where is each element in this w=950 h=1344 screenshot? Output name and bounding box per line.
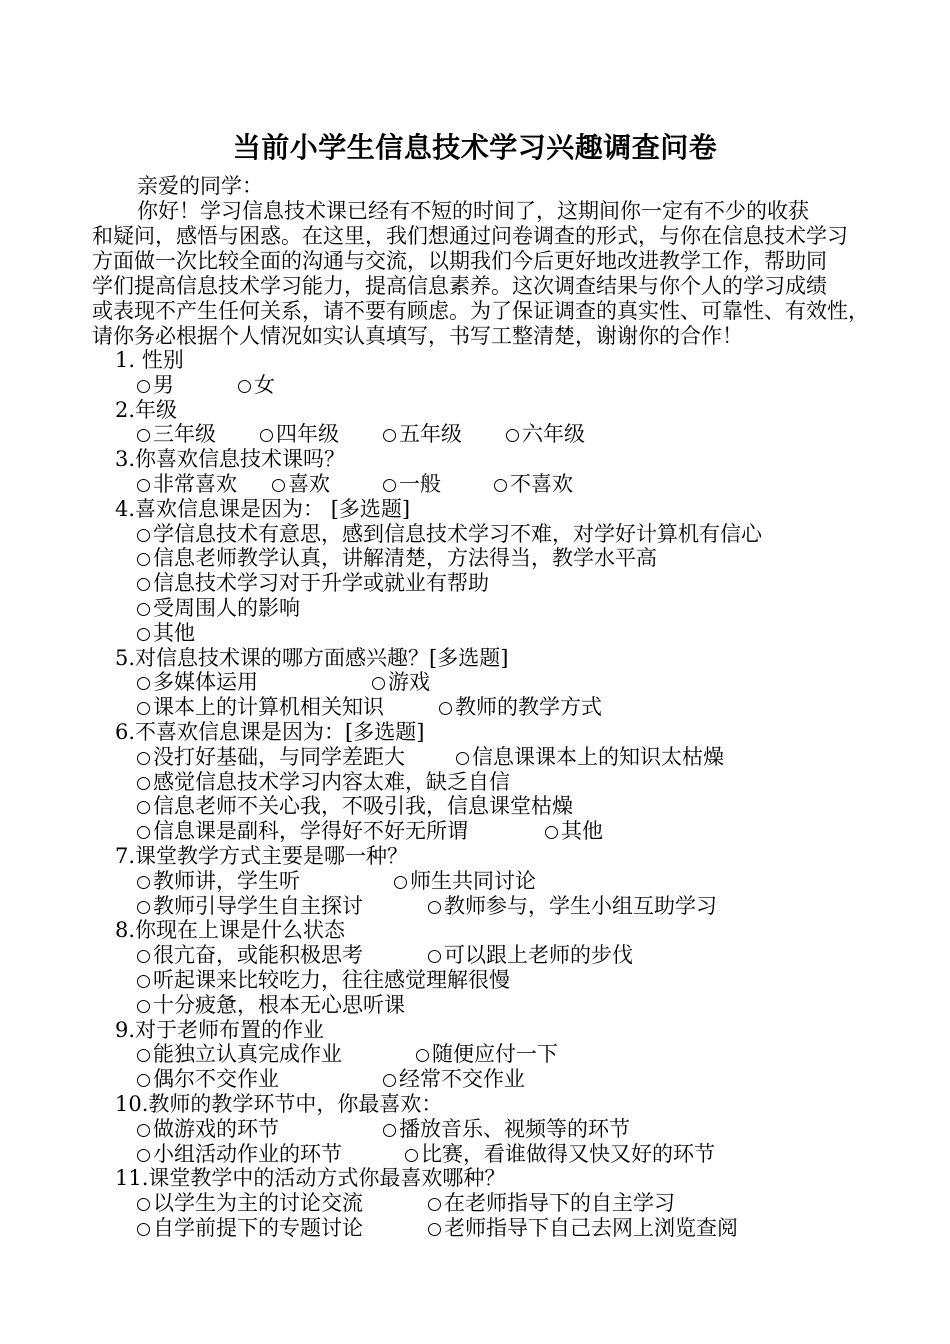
option-label: 课本上的计算机相关知识	[153, 695, 384, 720]
question-title: 8.你现在上课是什么状态	[115, 918, 346, 943]
option-label: 六年级	[522, 422, 585, 447]
option-label: 信息技术学习对于升学或就业有帮助	[153, 571, 489, 596]
radio-circle-icon[interactable]	[137, 1074, 150, 1087]
option-label: 老师指导下自己去网上浏览查阅	[444, 1215, 738, 1240]
radio-circle-icon[interactable]	[238, 380, 251, 393]
radio-circle-icon[interactable]	[137, 677, 150, 690]
answer-option[interactable]	[383, 1117, 630, 1142]
radio-circle-icon[interactable]	[137, 1198, 150, 1211]
radio-circle-icon[interactable]	[137, 1124, 150, 1137]
option-label: 女	[254, 372, 275, 397]
answer-option[interactable]	[137, 993, 405, 1018]
option-label: 随便应付一下	[432, 1042, 558, 1067]
radio-circle-icon[interactable]	[416, 1049, 429, 1062]
radio-circle-icon[interactable]	[439, 702, 452, 715]
option-row	[0, 422, 950, 447]
answer-option[interactable]	[137, 770, 510, 795]
question-title: 5.对信息技术课的哪方面感兴趣？[多选题]	[115, 645, 509, 670]
answer-option[interactable]	[137, 819, 468, 844]
option-row	[0, 819, 950, 844]
answer-option[interactable]	[137, 571, 489, 596]
radio-circle-icon[interactable]	[545, 826, 558, 839]
answer-option[interactable]	[137, 422, 216, 447]
answer-option[interactable]	[428, 894, 717, 919]
option-label: 其他	[561, 819, 603, 844]
radio-circle-icon[interactable]	[137, 603, 150, 616]
answer-option[interactable]	[137, 670, 258, 695]
radio-circle-icon[interactable]	[137, 950, 150, 963]
option-row	[0, 596, 950, 621]
option-row	[0, 894, 950, 919]
option-label: 没打好基础，与同学差距大	[153, 744, 405, 769]
option-label: 很亢奋，或能积极思考	[153, 943, 363, 968]
option-label: 能独立认真完成作业	[153, 1042, 342, 1067]
answer-option[interactable]	[372, 670, 430, 695]
question-title: 4.喜欢信息课是因为： [多选题]	[115, 496, 411, 521]
answer-option[interactable]	[238, 373, 275, 398]
option-label: 感觉信息技术学习内容太难，缺乏自信	[153, 769, 510, 794]
radio-circle-icon[interactable]	[137, 777, 150, 790]
radio-circle-icon[interactable]	[428, 1223, 441, 1236]
option-label: 四年级	[276, 422, 339, 447]
answer-option[interactable]	[137, 1042, 342, 1067]
intro-paragraph	[92, 199, 869, 349]
answer-option[interactable]	[137, 522, 762, 547]
question-5	[0, 646, 950, 720]
option-label: 做游戏的环节	[153, 1116, 279, 1141]
option-label: 偶尔不交作业	[153, 1067, 279, 1092]
option-row	[0, 1191, 950, 1216]
option-label: 五年级	[399, 422, 462, 447]
radio-circle-icon[interactable]	[137, 479, 150, 492]
option-row	[0, 571, 950, 596]
option-label: 师生共同讨论	[410, 868, 536, 893]
option-label: 播放音乐、视频等的环节	[399, 1116, 630, 1141]
option-row	[0, 621, 950, 646]
option-label: 教师讲，学生听	[153, 868, 300, 893]
radio-circle-icon[interactable]	[137, 975, 150, 988]
answer-option[interactable]	[137, 1117, 279, 1142]
question-10	[0, 1092, 950, 1166]
answer-option[interactable]	[260, 422, 339, 447]
option-label: 以学生为主的讨论交流	[153, 1191, 363, 1216]
radio-circle-icon[interactable]	[394, 876, 407, 889]
radio-circle-icon[interactable]	[383, 429, 396, 442]
option-label: 教师引导学生自主探讨	[153, 893, 363, 918]
answer-option[interactable]	[137, 472, 237, 497]
radio-circle-icon[interactable]	[137, 801, 150, 814]
option-row	[0, 943, 950, 968]
option-label: 经常不交作业	[399, 1067, 525, 1092]
answer-option[interactable]	[137, 546, 657, 571]
answer-option[interactable]	[494, 472, 573, 497]
answer-option[interactable]	[137, 943, 363, 968]
answer-option[interactable]	[383, 472, 441, 497]
radio-circle-icon[interactable]	[405, 1149, 418, 1162]
question-2	[0, 398, 950, 448]
radio-circle-icon[interactable]	[428, 1198, 441, 1211]
radio-circle-icon[interactable]	[494, 479, 507, 492]
option-row	[0, 993, 950, 1018]
answer-option[interactable]	[394, 869, 536, 894]
option-row	[0, 968, 950, 993]
radio-circle-icon[interactable]	[137, 1149, 150, 1162]
option-row	[0, 1042, 950, 1067]
option-label: 不喜欢	[510, 471, 573, 496]
option-label: 受周围人的影响	[153, 595, 300, 620]
radio-circle-icon[interactable]	[506, 429, 519, 442]
question-title: 11.课堂教学中的活动方式你最喜欢哪种？	[115, 1166, 506, 1191]
answer-option[interactable]	[383, 1067, 525, 1092]
answer-option[interactable]	[383, 422, 462, 447]
option-row	[0, 546, 950, 571]
radio-circle-icon[interactable]	[372, 677, 385, 690]
option-row	[0, 1067, 950, 1092]
option-label: 教师参与，学生小组互助学习	[444, 893, 717, 918]
option-label: 信息老师不关心我，不吸引我，信息课堂枯燥	[153, 794, 573, 819]
radio-circle-icon[interactable]	[383, 1074, 396, 1087]
question-title: 10.教师的教学环节中，你最喜欢：	[115, 1091, 443, 1116]
radio-circle-icon[interactable]	[137, 529, 150, 542]
radio-circle-icon[interactable]	[137, 1223, 150, 1236]
question-3	[0, 447, 950, 497]
radio-circle-icon[interactable]	[456, 752, 469, 765]
question-title: 1. 性别	[115, 348, 184, 372]
radio-circle-icon[interactable]	[137, 578, 150, 591]
page-title: 当前小学生信息技术学习兴趣调查问卷	[232, 131, 718, 164]
radio-circle-icon[interactable]	[260, 429, 273, 442]
option-label: 比赛，看谁做得又快又好的环节	[421, 1141, 715, 1166]
question-1	[0, 348, 950, 398]
answer-option[interactable]	[137, 1067, 279, 1092]
option-label: 信息老师教学认真，讲解清楚，方法得当，教学水平高	[153, 546, 657, 571]
option-label: 信息课课本上的知识太枯燥	[472, 744, 724, 769]
option-label: 喜欢	[288, 471, 330, 496]
intro-line: 和疑问，感悟与困惑。在这里，我们想通过问卷调查的形式，与你在信息技术学习	[92, 224, 848, 248]
option-label: 教师的教学方式	[455, 695, 602, 720]
answer-option[interactable]	[137, 745, 405, 770]
question-9	[0, 1018, 950, 1092]
question-title: 7.课堂教学方式主要是哪一种？	[115, 843, 409, 868]
option-label: 十分疲惫，根本无心思听课	[153, 992, 405, 1017]
option-label: 小组活动作业的环节	[153, 1141, 342, 1166]
intro-line: 学们提高信息技术学习能力，提高信息素养。这次调查结果与你个人的学习成绩	[92, 274, 827, 298]
option-row	[0, 745, 950, 770]
answer-option[interactable]	[137, 373, 174, 398]
answer-option[interactable]	[428, 1216, 738, 1241]
radio-circle-icon[interactable]	[137, 826, 150, 839]
question-8	[0, 918, 950, 1017]
answer-option[interactable]	[137, 869, 300, 894]
option-row	[0, 695, 950, 720]
greeting: 亲爱的同学：	[137, 174, 263, 198]
option-label: 多媒体运用	[153, 670, 258, 695]
option-label: 在老师指导下的自主学习	[444, 1191, 675, 1216]
answer-option[interactable]	[416, 1042, 558, 1067]
radio-circle-icon[interactable]	[428, 901, 441, 914]
radio-circle-icon[interactable]	[137, 702, 150, 715]
radio-circle-icon[interactable]	[137, 429, 150, 442]
answer-option[interactable]	[137, 894, 363, 919]
radio-circle-icon[interactable]	[137, 1000, 150, 1013]
radio-circle-icon[interactable]	[272, 479, 285, 492]
question-title: 9.对于老师布置的作业	[115, 1017, 325, 1042]
answer-option[interactable]	[428, 943, 633, 968]
intro-line: 你好！学习信息技术课已经有不短的时间了，这期间你一定有不少的收获	[137, 199, 809, 223]
option-label: 男	[153, 372, 174, 397]
answer-option[interactable]	[137, 621, 195, 646]
answer-option[interactable]	[272, 472, 330, 497]
option-row	[0, 794, 950, 819]
answer-option[interactable]	[137, 1142, 342, 1167]
option-label: 听起课来比较吃力，往往感觉理解很慢	[153, 967, 510, 992]
radio-circle-icon[interactable]	[137, 380, 150, 393]
option-label: 可以跟上老师的步伐	[444, 943, 633, 968]
question-title: 3.你喜欢信息技术课吗？	[115, 447, 346, 472]
option-row	[0, 373, 950, 398]
option-row	[0, 770, 950, 795]
option-row	[0, 670, 950, 695]
answer-option[interactable]	[456, 745, 724, 770]
radio-circle-icon[interactable]	[137, 752, 150, 765]
intro-line: 方面做一次比较全面的沟通与交流，以期我们今后更好地改进教学工作，帮助同	[92, 249, 827, 273]
option-label: 一般	[399, 471, 441, 496]
option-label: 非常喜欢	[153, 471, 237, 496]
question-4	[0, 497, 950, 646]
question-list	[0, 348, 950, 1241]
answer-option[interactable]	[405, 1142, 715, 1167]
radio-circle-icon[interactable]	[383, 479, 396, 492]
option-label: 学信息技术有意思，感到信息技术学习不难，对学好计算机有信心	[153, 521, 762, 546]
question-6	[0, 720, 950, 844]
radio-circle-icon[interactable]	[383, 1124, 396, 1137]
question-7	[0, 844, 950, 918]
option-label: 信息课是副科，学得好不好无所谓	[153, 819, 468, 844]
radio-circle-icon[interactable]	[428, 950, 441, 963]
question-title: 2.年级	[115, 397, 178, 422]
answer-option[interactable]	[439, 695, 602, 720]
option-label: 三年级	[153, 422, 216, 447]
intro-line: 或表现不产生任何关系，请不要有顾虑。为了保证调查的真实性、可靠性、有效性，	[92, 299, 869, 323]
radio-circle-icon[interactable]	[137, 553, 150, 566]
answer-option[interactable]	[137, 596, 300, 621]
answer-option[interactable]	[137, 1191, 363, 1216]
option-label: 其他	[153, 620, 195, 645]
option-row	[0, 522, 950, 547]
option-row	[0, 1117, 950, 1142]
answer-option[interactable]	[137, 968, 510, 993]
answer-option[interactable]	[137, 794, 573, 819]
answer-option[interactable]	[428, 1191, 675, 1216]
answer-option[interactable]	[137, 1216, 363, 1241]
option-row	[0, 1142, 950, 1167]
radio-circle-icon[interactable]	[137, 628, 150, 641]
radio-circle-icon[interactable]	[137, 901, 150, 914]
option-row	[0, 869, 950, 894]
answer-option[interactable]	[506, 422, 585, 447]
intro-line: 请你务必根据个人情况如实认真填写，书写工整清楚，谢谢你的合作！	[92, 324, 743, 348]
option-row	[0, 1216, 950, 1241]
option-label: 游戏	[388, 670, 430, 695]
option-row	[0, 472, 950, 497]
radio-circle-icon[interactable]	[137, 876, 150, 889]
question-title: 6.不喜欢信息课是因为：[多选题]	[115, 719, 425, 744]
radio-circle-icon[interactable]	[137, 1049, 150, 1062]
option-label: 自学前提下的专题讨论	[153, 1215, 363, 1240]
question-11	[0, 1166, 950, 1240]
answer-option[interactable]	[137, 695, 384, 720]
answer-option[interactable]	[545, 819, 603, 844]
